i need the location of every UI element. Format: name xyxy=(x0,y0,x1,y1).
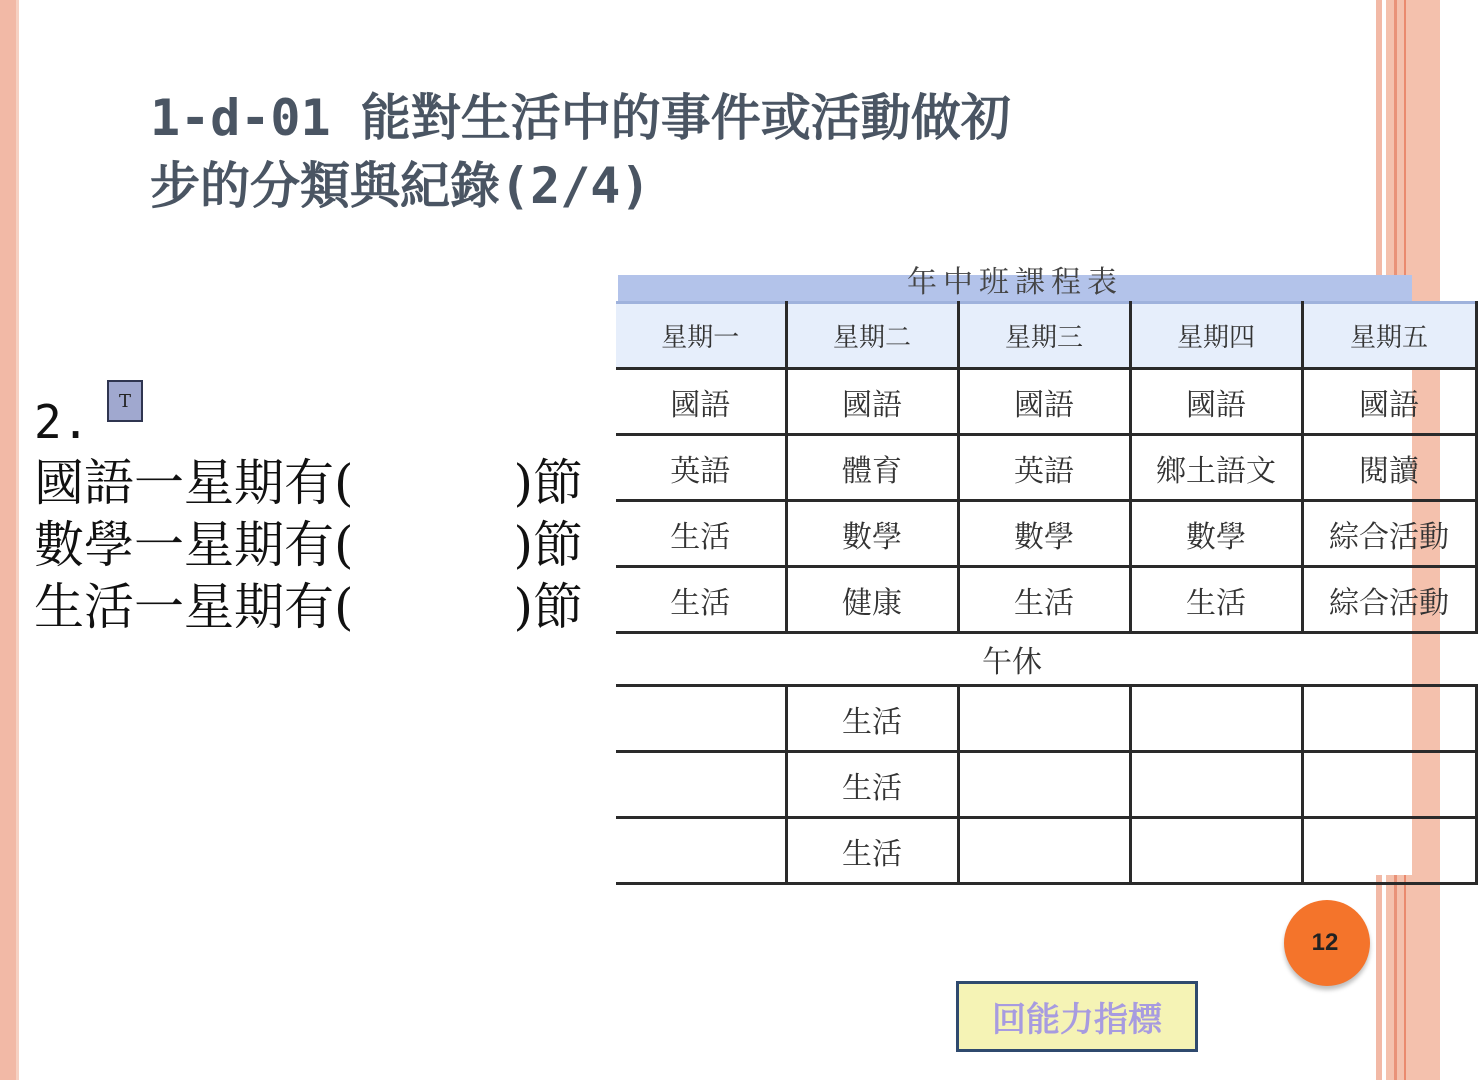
schedule-header-cell: 星期五 xyxy=(1302,303,1476,369)
schedule-cell xyxy=(616,752,786,818)
page-number-badge: 12 xyxy=(1284,900,1370,986)
schedule-cell: 綜合活動 xyxy=(1302,501,1476,567)
slide-title xyxy=(150,84,1190,220)
schedule-cell: 體育 xyxy=(786,435,958,501)
schedule-row xyxy=(616,369,1476,435)
schedule-break-row xyxy=(616,633,1476,686)
schedule-cell: 綜合活動 xyxy=(1302,567,1476,633)
schedule-cell xyxy=(1130,818,1302,884)
schedule-cell: 國語 xyxy=(1130,369,1302,435)
schedule-cell: 生活 xyxy=(786,686,958,752)
schedule-cell xyxy=(616,818,786,884)
schedule-cell: 國語 xyxy=(958,369,1130,435)
slide-border-left xyxy=(0,0,16,1080)
schedule-header-cell: 星期二 xyxy=(786,303,958,369)
schedule-cell: 數學 xyxy=(1130,501,1302,567)
schedule-cell xyxy=(1130,686,1302,752)
schedule-row xyxy=(616,435,1476,501)
question-line-math xyxy=(34,514,583,576)
schedule-cell: 閱讀 xyxy=(1302,435,1476,501)
slide-title-line-2: 步的分類與紀錄(2/4) xyxy=(150,157,651,215)
question-line-suffix: )節 xyxy=(513,454,584,512)
schedule-row xyxy=(616,567,1476,633)
schedule-cell xyxy=(958,818,1130,884)
schedule-cell: 健康 xyxy=(786,567,958,633)
schedule-cell xyxy=(1302,818,1476,884)
question-number: 2. xyxy=(34,395,90,449)
schedule-table xyxy=(616,301,1478,885)
schedule-row xyxy=(616,501,1476,567)
schedule-cell: 生活 xyxy=(786,752,958,818)
schedule-header-cell: 星期三 xyxy=(958,303,1130,369)
question-line-suffix: )節 xyxy=(513,516,584,574)
schedule-cell: 生活 xyxy=(616,567,786,633)
question-line-life xyxy=(34,576,583,638)
back-to-competency-button[interactable]: 回能力指標 xyxy=(956,981,1198,1052)
schedule-cell xyxy=(958,752,1130,818)
schedule-cell: 生活 xyxy=(616,501,786,567)
schedule-row xyxy=(616,686,1476,752)
schedule-cell xyxy=(1130,752,1302,818)
schedule-cell xyxy=(616,686,786,752)
schedule-title: 年中班課程表 xyxy=(907,265,1123,300)
schedule-cell: 數學 xyxy=(958,501,1130,567)
schedule-title-bar xyxy=(618,265,1412,301)
question-line-prefix: 數學一星期有( xyxy=(34,516,354,574)
schedule-cell: 英語 xyxy=(616,435,786,501)
schedule-cell: 生活 xyxy=(1130,567,1302,633)
schedule-cell: 數學 xyxy=(786,501,958,567)
schedule-row xyxy=(616,752,1476,818)
schedule-cell: 國語 xyxy=(786,369,958,435)
schedule-cell xyxy=(958,686,1130,752)
schedule-cell: 生活 xyxy=(958,567,1130,633)
schedule-break-cell: 午休 xyxy=(616,633,1476,686)
schedule-header-cell: 星期一 xyxy=(616,303,786,369)
schedule-cell xyxy=(1302,752,1476,818)
question-line-prefix: 生活一星期有( xyxy=(34,578,354,636)
schedule-header-row xyxy=(616,303,1476,369)
class-schedule-image xyxy=(618,265,1449,875)
question-line-prefix: 國語一星期有( xyxy=(34,454,354,512)
question-line-chinese xyxy=(34,452,583,514)
schedule-row xyxy=(616,818,1476,884)
schedule-cell: 英語 xyxy=(958,435,1130,501)
schedule-cell: 生活 xyxy=(786,818,958,884)
schedule-cell: 國語 xyxy=(1302,369,1476,435)
schedule-cell xyxy=(1302,686,1476,752)
text-marker-icon[interactable]: T xyxy=(107,380,143,422)
slide-border-left-inner xyxy=(16,0,19,1080)
question-line-suffix: )節 xyxy=(513,578,584,636)
schedule-header-cell: 星期四 xyxy=(1130,303,1302,369)
question-block xyxy=(34,392,583,638)
schedule-cell: 鄉土語文 xyxy=(1130,435,1302,501)
slide-title-line-1: 1-d-01 能對生活中的事件或活動做初 xyxy=(150,89,1011,147)
schedule-cell: 國語 xyxy=(616,369,786,435)
